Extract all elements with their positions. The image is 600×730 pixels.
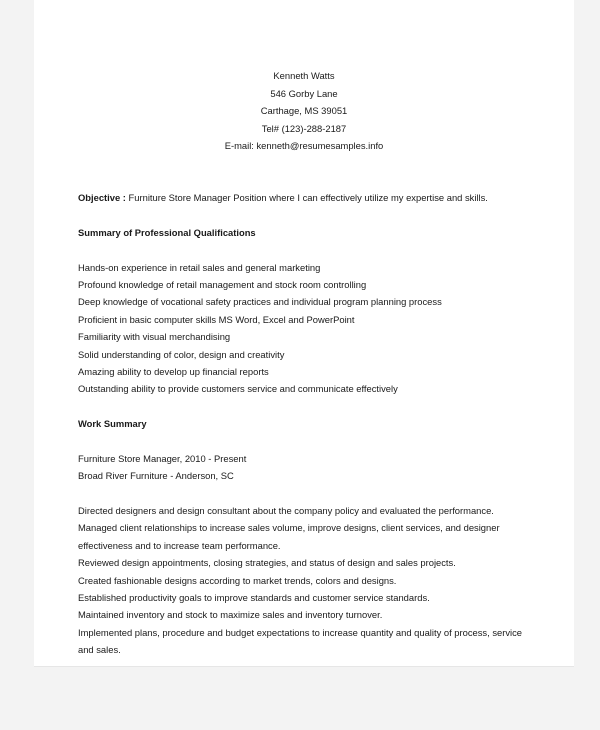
work-summary-heading: Work Summary [78, 418, 147, 430]
duty-line: effectiveness and to increase team performance. [78, 539, 281, 551]
qualifications-heading: Summary of Professional Qualifications [78, 226, 256, 238]
qualification-item: Solid understanding of color, design and creativity [78, 348, 285, 360]
employer: Broad River Furniture - Anderson, SC [78, 470, 234, 482]
qualification-item: Proficient in basic computer skills MS Word, Excel and PowerPoint [78, 313, 355, 325]
duty-line: Created fashionable designs according to market trends, colors and designs. [78, 574, 397, 586]
qualification-item: Deep knowledge of vocational safety practices and individual program planning process [78, 296, 442, 308]
qualifications-list [78, 259, 548, 398]
job-title: Furniture Store Manager, 2010 - Present [78, 452, 247, 464]
duties-list [78, 502, 548, 659]
duty-line: Directed designers and design consultant about the company policy and evaluated the performance. [78, 505, 494, 517]
phone-number: Tel# (123)-288-2187 [261, 122, 347, 134]
qualification-item: Hands-on experience in retail sales and general marketing [78, 261, 321, 273]
objective-line [78, 189, 548, 206]
duty-line: Managed client relationships to increase sales volume, improve designs, client services, and designer [78, 522, 500, 534]
duty-line: Implemented plans, procedure and budget expectations to increase quantity and quality of process, service [78, 626, 523, 638]
email-address: E-mail: kenneth@resumesamples.info [224, 140, 384, 151]
qualification-item: Amazing ability to develop up financial reports [78, 365, 269, 377]
duty-line: and sales. [78, 644, 121, 656]
candidate-name: Kenneth Watts [273, 70, 335, 81]
duty-line: Reviewed design appointments, closing strategies, and status of design and sales projects. [78, 557, 456, 569]
city-state-zip: Carthage, MS 39051 [260, 105, 348, 116]
objective-text: Furniture Store Manager Position where I can effectively utilize my expertise and skills. [125, 192, 488, 203]
contact-header [34, 67, 574, 155]
street-address: 546 Gorby Lane [270, 87, 338, 99]
resume-body [78, 189, 548, 659]
duty-line: Established productivity goals to improve standards and customer service standards. [78, 591, 430, 603]
objective-label: Objective : [78, 192, 126, 203]
duty-line: Maintained inventory and stock to maximize sales and inventory turnover. [78, 609, 383, 621]
qualification-item: Familiarity with visual merchandising [78, 331, 231, 343]
resume-page [34, 0, 574, 667]
qualification-item: Profound knowledge of retail management and stock room controlling [78, 278, 367, 290]
qualification-item: Outstanding ability to provide customers service and communicate effectively [78, 383, 398, 395]
